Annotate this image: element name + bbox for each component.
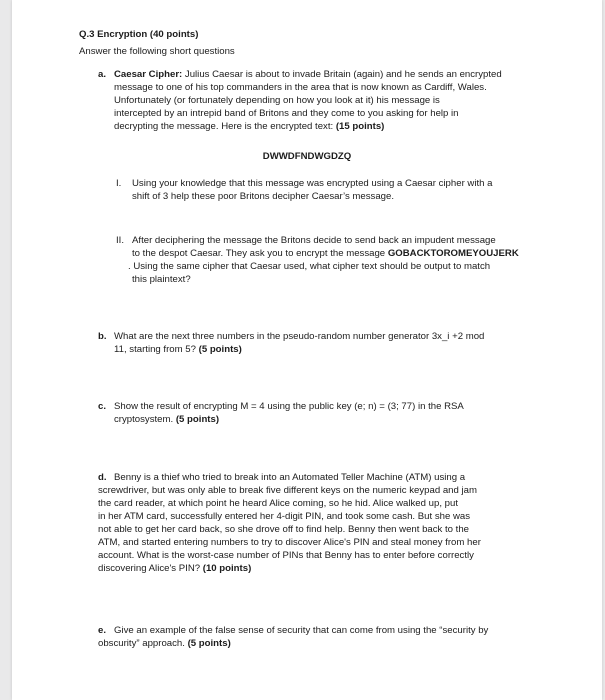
sub-ii-line-2: [132, 247, 519, 260]
part-b-label: b.: [98, 331, 107, 342]
intro-text: Answer the following short questions: [79, 46, 235, 57]
part-a-line-5: [114, 120, 384, 133]
sub-i-line-2: shift of 3 help these poor Britons decipher Caesar’s message.: [132, 191, 395, 202]
part-c-points: (5 points): [175, 414, 220, 425]
part-e-label: e.: [98, 625, 107, 636]
part-a-title: Caesar Cipher:: [114, 69, 183, 80]
part-c-line-1: Show the result of encrypting M = 4 using the public key (e; n) = (3; 77) in the RSA: [114, 401, 464, 412]
part-e-text-2: obscurity” approach.: [98, 638, 185, 649]
part-a-line-3: Unfortunately (or fortunately depending on how you look at it) his message is: [114, 95, 440, 106]
part-b-points: (5 points): [198, 344, 242, 355]
part-b-text-2: 11, starting from 5?: [114, 344, 196, 355]
sub-ii-line-4: this plaintext?: [132, 274, 191, 285]
question-title: Q.3 Encryption (40 points): [79, 29, 199, 40]
part-a-line-2: message to one of his top commanders in the area that is now known as Cardiff, Wales.: [114, 82, 487, 93]
sub-i-line-1: Using your knowledge that this message was encrypted using a Caesar cipher with a: [132, 178, 493, 189]
part-d-line-4: in her ATM card, successfully entered her 4-digit PIN, and took some cash. But she was: [98, 511, 471, 522]
ciphertext: DWWDFNDWGDZQ: [262, 151, 352, 162]
part-c-label: c.: [98, 401, 107, 412]
sub-ii-text-2: to the despot Caesar. They ask you to encrypt the message: [132, 248, 386, 259]
part-a-text-5: decrypting the message. Here is the encrypted text:: [114, 121, 334, 132]
part-d-line-1: Benny is a thief who tried to break into an Automated Teller Machine (ATM) using a: [114, 472, 466, 483]
part-e-points: (5 points): [187, 638, 231, 649]
part-d-line-8: [98, 562, 251, 575]
part-e-line-2: [98, 637, 231, 650]
sub-i-label: I.: [116, 178, 122, 189]
part-d-points: (10 points): [202, 563, 252, 574]
part-d-line-7: account. What is the worst-case number of PINs that Benny has to enter before correctly: [98, 550, 474, 561]
part-d-line-2: screwdriver, but was only able to break five different keys on the numeric keypad and jam: [98, 485, 477, 496]
part-b-line-1: What are the next three numbers in the pseudo-random number generator 3x_i +2 mod: [114, 331, 485, 342]
part-e-line-1: Give an example of the false sense of security that can come from using the “security by: [114, 625, 489, 636]
sub-ii-label: II.: [116, 235, 124, 246]
part-a-label: a.: [98, 69, 107, 80]
part-d-line-3: the card reader, at which point he heard Alice coming, so he hid. Alice walked up, put: [98, 498, 458, 509]
part-d-line-5: not able to get her card back, so she drove off to find help. Benny then went back to the: [98, 524, 470, 535]
sub-ii-line-3: . Using the same cipher that Caesar used, what cipher text should be output to match: [128, 261, 491, 272]
sub-ii-line-1: After deciphering the message the Britons decide to send back an impudent message: [132, 235, 496, 246]
part-a-line-4: intercepted by an intrepid band of Britons and they come to you asking for help in: [114, 108, 459, 119]
part-b-line-2: [114, 343, 242, 356]
document-page: [12, 0, 602, 700]
part-d-label: d.: [98, 472, 107, 483]
part-a-text-1: Julius Caesar is about to invade Britain (again) and he sends an encrypted: [184, 69, 502, 80]
part-a-line-1: [114, 68, 502, 81]
part-c-text-2: cryptosystem.: [114, 414, 174, 425]
part-d-text-8: discovering Alice's PIN?: [98, 563, 201, 574]
part-c-line-2: [114, 413, 219, 426]
part-d-line-6: ATM, and started entering numbers to try to discover Alice's PIN and steal money from her: [98, 537, 481, 548]
part-a-points: (15 points): [335, 121, 385, 132]
plaintext-message: GOBACKTOROMEYOUJERK: [387, 248, 519, 259]
